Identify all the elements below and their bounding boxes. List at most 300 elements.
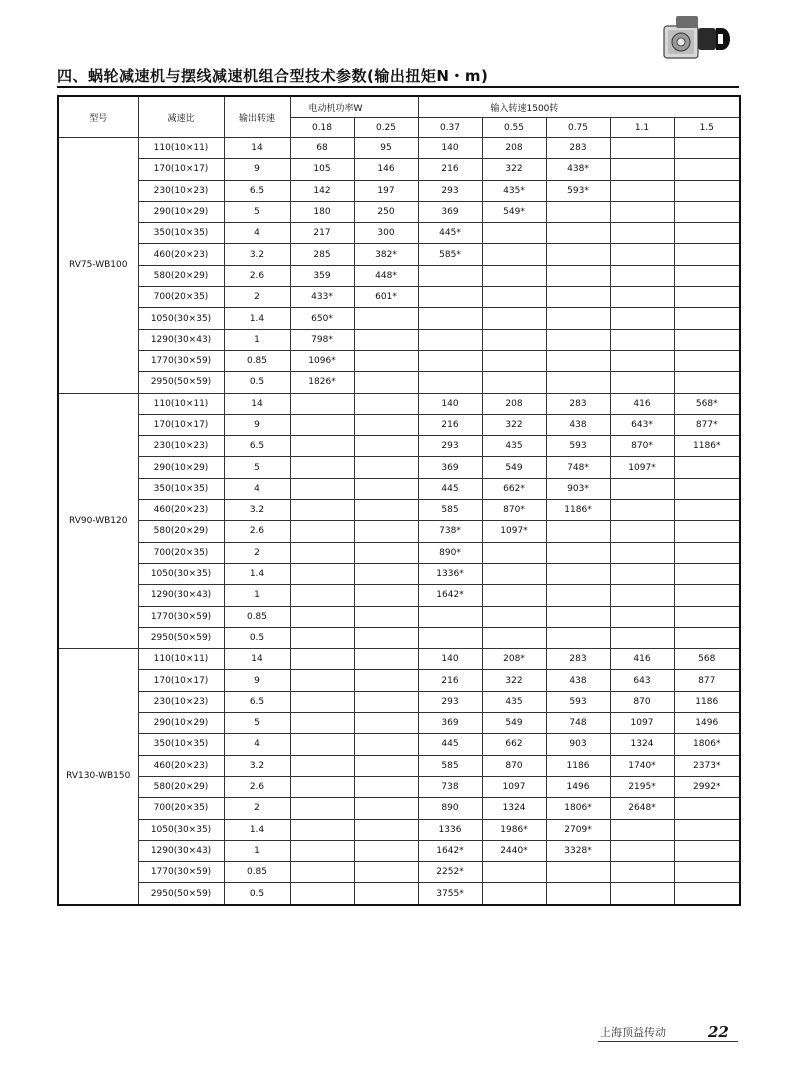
torque-cell <box>482 606 546 627</box>
torque-cell: 870* <box>610 436 674 457</box>
output-speed-cell: 2.6 <box>224 776 290 797</box>
torque-cell <box>482 883 546 905</box>
table-row <box>58 287 740 308</box>
torque-cell: 1097 <box>610 713 674 734</box>
torque-cell <box>610 308 674 329</box>
title-underline <box>57 86 739 88</box>
torque-cell: 1186 <box>546 755 610 776</box>
page-number: 22 <box>708 1023 729 1041</box>
footer-brand: 上海顶益传动 <box>600 1026 666 1039</box>
torque-cell: 435 <box>482 691 546 712</box>
torque-cell: 435 <box>482 436 546 457</box>
header-power-value: 0.55 <box>482 118 546 138</box>
output-speed-cell: 0.85 <box>224 350 290 371</box>
torque-cell <box>610 883 674 905</box>
ratio-cell: 580(20×29) <box>138 265 224 286</box>
torque-cell: 877 <box>674 670 740 691</box>
torque-cell <box>546 883 610 905</box>
torque-cell: 870* <box>482 500 546 521</box>
torque-cell <box>354 521 418 542</box>
ratio-cell: 2950(50×59) <box>138 372 224 393</box>
output-speed-cell: 0.5 <box>224 627 290 648</box>
ratio-cell: 170(10×17) <box>138 414 224 435</box>
table-row <box>58 244 740 265</box>
torque-cell: 1097 <box>482 776 546 797</box>
torque-cell: 208 <box>482 138 546 159</box>
table-row <box>58 755 740 776</box>
torque-cell: 568* <box>674 393 740 414</box>
table-row <box>58 180 740 201</box>
output-speed-cell: 2 <box>224 542 290 563</box>
torque-cell <box>546 563 610 584</box>
torque-cell <box>546 542 610 563</box>
torque-cell <box>610 563 674 584</box>
torque-cell <box>610 521 674 542</box>
output-speed-cell: 5 <box>224 713 290 734</box>
torque-cell: 662 <box>482 734 546 755</box>
torque-cell <box>610 627 674 648</box>
table-row <box>58 542 740 563</box>
torque-cell: 738* <box>418 521 482 542</box>
ratio-cell: 1770(30×59) <box>138 606 224 627</box>
torque-cell <box>482 350 546 371</box>
torque-cell: 438 <box>546 670 610 691</box>
torque-cell <box>482 627 546 648</box>
torque-cell: 748 <box>546 713 610 734</box>
torque-cell: 283 <box>546 393 610 414</box>
torque-cell: 438* <box>546 159 610 180</box>
torque-cell <box>674 159 740 180</box>
torque-cell <box>290 798 354 819</box>
torque-cell <box>674 585 740 606</box>
torque-cell: 549 <box>482 457 546 478</box>
table-row <box>58 883 740 905</box>
torque-spec-table <box>57 95 741 906</box>
table-row <box>58 350 740 371</box>
ratio-cell: 580(20×29) <box>138 776 224 797</box>
torque-cell <box>482 563 546 584</box>
torque-cell <box>674 308 740 329</box>
torque-cell <box>674 500 740 521</box>
torque-cell <box>610 478 674 499</box>
output-speed-cell: 1.4 <box>224 819 290 840</box>
output-speed-cell: 1 <box>224 585 290 606</box>
torque-cell <box>674 840 740 861</box>
torque-cell: 1642* <box>418 585 482 606</box>
torque-cell <box>418 350 482 371</box>
torque-cell <box>674 542 740 563</box>
torque-cell: 416 <box>610 649 674 670</box>
torque-cell: 216 <box>418 414 482 435</box>
torque-cell <box>610 585 674 606</box>
torque-cell <box>418 329 482 350</box>
header-input-speed: 输入转速1500转 <box>418 96 740 118</box>
ratio-cell: 1050(30×35) <box>138 563 224 584</box>
torque-cell <box>354 862 418 883</box>
torque-cell: 382* <box>354 244 418 265</box>
torque-cell <box>674 223 740 244</box>
torque-cell <box>418 265 482 286</box>
model-cell: RV75-WB100 <box>58 138 138 394</box>
torque-cell <box>674 478 740 499</box>
torque-cell <box>290 862 354 883</box>
torque-cell <box>482 308 546 329</box>
torque-cell: 870 <box>482 755 546 776</box>
ratio-cell: 1770(30×59) <box>138 862 224 883</box>
torque-cell <box>354 563 418 584</box>
table-row <box>58 521 740 542</box>
torque-cell <box>290 713 354 734</box>
output-speed-cell: 1.4 <box>224 308 290 329</box>
torque-cell <box>354 776 418 797</box>
torque-cell: 568 <box>674 649 740 670</box>
torque-cell <box>546 606 610 627</box>
torque-cell: 798* <box>290 329 354 350</box>
torque-cell <box>354 308 418 329</box>
torque-cell <box>354 691 418 712</box>
torque-cell <box>546 201 610 222</box>
torque-cell: 2440* <box>482 840 546 861</box>
ratio-cell: 110(10×11) <box>138 649 224 670</box>
torque-cell <box>418 372 482 393</box>
output-speed-cell: 14 <box>224 649 290 670</box>
ratio-cell: 1290(30×43) <box>138 329 224 350</box>
torque-cell <box>610 159 674 180</box>
torque-cell <box>674 329 740 350</box>
torque-cell <box>290 457 354 478</box>
torque-cell <box>610 372 674 393</box>
torque-cell: 140 <box>418 138 482 159</box>
table-body <box>58 138 740 905</box>
torque-cell <box>610 138 674 159</box>
torque-cell <box>354 436 418 457</box>
table-row <box>58 457 740 478</box>
torque-cell: 435* <box>482 180 546 201</box>
torque-cell: 95 <box>354 138 418 159</box>
torque-cell: 293 <box>418 691 482 712</box>
torque-cell: 359 <box>290 265 354 286</box>
torque-cell <box>354 734 418 755</box>
output-speed-cell: 0.85 <box>224 606 290 627</box>
table-row <box>58 606 740 627</box>
torque-cell <box>354 627 418 648</box>
model-cell: RV90-WB120 <box>58 393 138 649</box>
torque-cell <box>610 606 674 627</box>
torque-cell: 68 <box>290 138 354 159</box>
torque-cell <box>674 350 740 371</box>
output-speed-cell: 9 <box>224 414 290 435</box>
ratio-cell: 290(10×29) <box>138 201 224 222</box>
footer-rule <box>598 1041 738 1042</box>
torque-cell: 283 <box>546 138 610 159</box>
output-speed-cell: 1 <box>224 840 290 861</box>
table-row <box>58 734 740 755</box>
torque-cell: 445* <box>418 223 482 244</box>
torque-cell <box>482 862 546 883</box>
torque-cell: 1496 <box>674 713 740 734</box>
torque-cell <box>482 329 546 350</box>
ratio-cell: 350(10×35) <box>138 734 224 755</box>
torque-cell <box>290 414 354 435</box>
torque-cell <box>610 542 674 563</box>
output-speed-cell: 6.5 <box>224 691 290 712</box>
torque-cell <box>354 414 418 435</box>
torque-cell: 2648* <box>610 798 674 819</box>
torque-cell <box>674 180 740 201</box>
torque-cell <box>354 883 418 905</box>
torque-cell <box>674 627 740 648</box>
torque-cell: 369 <box>418 201 482 222</box>
torque-cell <box>674 563 740 584</box>
torque-cell: 140 <box>418 393 482 414</box>
output-speed-cell: 2 <box>224 287 290 308</box>
header-power-value: 0.18 <box>290 118 354 138</box>
ratio-cell: 460(20×23) <box>138 244 224 265</box>
table-row <box>58 393 740 414</box>
torque-cell <box>482 585 546 606</box>
ratio-cell: 2950(50×59) <box>138 883 224 905</box>
torque-cell: 105 <box>290 159 354 180</box>
torque-cell: 448* <box>354 265 418 286</box>
torque-cell: 438 <box>546 414 610 435</box>
torque-cell: 870 <box>610 691 674 712</box>
output-speed-cell: 2.6 <box>224 521 290 542</box>
torque-cell <box>290 436 354 457</box>
torque-cell <box>610 819 674 840</box>
torque-cell: 2373* <box>674 755 740 776</box>
header-model: 型号 <box>58 96 138 138</box>
torque-cell: 593* <box>546 180 610 201</box>
ratio-cell: 460(20×23) <box>138 500 224 521</box>
torque-cell: 585 <box>418 755 482 776</box>
torque-cell: 445 <box>418 478 482 499</box>
torque-cell <box>674 372 740 393</box>
torque-cell <box>354 393 418 414</box>
header-motor-power: 电动机功率W <box>290 96 418 118</box>
ratio-cell: 170(10×17) <box>138 159 224 180</box>
torque-cell <box>674 138 740 159</box>
torque-cell: 369 <box>418 457 482 478</box>
output-speed-cell: 3.2 <box>224 244 290 265</box>
table-row <box>58 329 740 350</box>
torque-cell <box>546 308 610 329</box>
torque-cell <box>610 244 674 265</box>
table-row <box>58 585 740 606</box>
output-speed-cell: 9 <box>224 159 290 180</box>
torque-cell <box>354 329 418 350</box>
torque-cell: 3328* <box>546 840 610 861</box>
torque-cell: 1740* <box>610 755 674 776</box>
torque-cell <box>674 521 740 542</box>
torque-cell: 322 <box>482 670 546 691</box>
torque-cell <box>674 287 740 308</box>
torque-cell: 1324 <box>610 734 674 755</box>
table-row <box>58 713 740 734</box>
torque-cell: 593 <box>546 691 610 712</box>
torque-cell <box>674 244 740 265</box>
header-output-speed: 输出转速 <box>224 96 290 138</box>
torque-cell <box>354 649 418 670</box>
torque-cell: 1096* <box>290 350 354 371</box>
torque-cell <box>610 862 674 883</box>
torque-cell <box>290 563 354 584</box>
torque-cell: 2992* <box>674 776 740 797</box>
torque-cell <box>354 670 418 691</box>
torque-cell: 549* <box>482 201 546 222</box>
ratio-cell: 700(20×35) <box>138 798 224 819</box>
ratio-cell: 170(10×17) <box>138 670 224 691</box>
header-power-value: 0.75 <box>546 118 610 138</box>
ratio-cell: 110(10×11) <box>138 393 224 414</box>
torque-cell <box>290 478 354 499</box>
torque-cell: 197 <box>354 180 418 201</box>
title-bar <box>57 63 739 87</box>
torque-cell <box>354 606 418 627</box>
torque-cell <box>290 393 354 414</box>
torque-cell <box>610 223 674 244</box>
output-speed-cell: 1.4 <box>224 563 290 584</box>
torque-cell <box>674 819 740 840</box>
torque-cell <box>290 670 354 691</box>
header-power-value: 0.25 <box>354 118 418 138</box>
torque-cell <box>546 372 610 393</box>
ratio-cell: 290(10×29) <box>138 457 224 478</box>
torque-cell <box>354 350 418 371</box>
torque-cell <box>674 883 740 905</box>
header-power-value: 1.1 <box>610 118 674 138</box>
output-speed-cell: 0.5 <box>224 883 290 905</box>
table-row <box>58 840 740 861</box>
output-speed-cell: 6.5 <box>224 436 290 457</box>
torque-cell: 890* <box>418 542 482 563</box>
torque-cell <box>610 201 674 222</box>
torque-cell <box>290 883 354 905</box>
torque-cell <box>674 201 740 222</box>
torque-cell <box>418 606 482 627</box>
ratio-cell: 700(20×35) <box>138 542 224 563</box>
torque-cell <box>354 713 418 734</box>
table-row <box>58 308 740 329</box>
torque-cell: 549 <box>482 713 546 734</box>
ratio-cell: 1050(30×35) <box>138 819 224 840</box>
torque-cell <box>418 308 482 329</box>
torque-cell <box>290 585 354 606</box>
torque-cell: 208* <box>482 649 546 670</box>
torque-cell <box>674 265 740 286</box>
ratio-cell: 1050(30×35) <box>138 308 224 329</box>
torque-cell: 283 <box>546 649 610 670</box>
output-speed-cell: 3.2 <box>224 755 290 776</box>
torque-cell <box>610 500 674 521</box>
torque-cell <box>482 372 546 393</box>
torque-cell: 903* <box>546 478 610 499</box>
ratio-cell: 230(10×23) <box>138 436 224 457</box>
torque-cell: 1642* <box>418 840 482 861</box>
torque-cell <box>482 542 546 563</box>
torque-cell <box>546 265 610 286</box>
output-speed-cell: 9 <box>224 670 290 691</box>
torque-cell: 250 <box>354 201 418 222</box>
output-speed-cell: 0.5 <box>224 372 290 393</box>
torque-cell <box>290 521 354 542</box>
torque-cell: 903 <box>546 734 610 755</box>
ratio-cell: 110(10×11) <box>138 138 224 159</box>
torque-cell <box>418 287 482 308</box>
ratio-cell: 350(10×35) <box>138 223 224 244</box>
page-title: 四、蜗轮减速机与摆线减速机组合型技术参数(输出扭矩N・m) <box>57 67 489 85</box>
output-speed-cell: 4 <box>224 223 290 244</box>
torque-cell: 217 <box>290 223 354 244</box>
torque-cell <box>546 585 610 606</box>
torque-cell <box>290 542 354 563</box>
ratio-cell: 1290(30×43) <box>138 585 224 606</box>
header-ratio: 减速比 <box>138 96 224 138</box>
torque-cell <box>610 287 674 308</box>
torque-cell: 433* <box>290 287 354 308</box>
torque-cell: 285 <box>290 244 354 265</box>
torque-cell: 1806* <box>674 734 740 755</box>
table-row <box>58 691 740 712</box>
table-row <box>58 862 740 883</box>
table-row <box>58 478 740 499</box>
torque-cell: 416 <box>610 393 674 414</box>
header-power-value: 1.5 <box>674 118 740 138</box>
torque-cell <box>354 500 418 521</box>
table-row <box>58 627 740 648</box>
torque-cell: 146 <box>354 159 418 180</box>
model-cell: RV130-WB150 <box>58 649 138 905</box>
table-row <box>58 776 740 797</box>
torque-cell: 322 <box>482 159 546 180</box>
output-speed-cell: 4 <box>224 478 290 499</box>
torque-cell: 877* <box>674 414 740 435</box>
torque-cell: 1806* <box>546 798 610 819</box>
torque-cell <box>354 585 418 606</box>
torque-cell <box>610 180 674 201</box>
torque-cell: 140 <box>418 649 482 670</box>
torque-cell <box>354 840 418 861</box>
torque-cell: 748* <box>546 457 610 478</box>
torque-cell <box>354 372 418 393</box>
torque-cell <box>354 819 418 840</box>
torque-cell <box>290 627 354 648</box>
torque-cell: 738 <box>418 776 482 797</box>
torque-cell: 585 <box>418 500 482 521</box>
table-row <box>58 670 740 691</box>
torque-cell <box>546 350 610 371</box>
ratio-cell: 700(20×35) <box>138 287 224 308</box>
torque-cell: 180 <box>290 201 354 222</box>
torque-cell <box>290 734 354 755</box>
output-speed-cell: 0.85 <box>224 862 290 883</box>
torque-cell <box>354 457 418 478</box>
torque-cell: 2195* <box>610 776 674 797</box>
torque-cell: 1336 <box>418 819 482 840</box>
table-row <box>58 819 740 840</box>
table-row <box>58 798 740 819</box>
torque-cell <box>290 606 354 627</box>
torque-cell <box>546 287 610 308</box>
ratio-cell: 460(20×23) <box>138 755 224 776</box>
output-speed-cell: 5 <box>224 201 290 222</box>
torque-cell: 1826* <box>290 372 354 393</box>
ratio-cell: 350(10×35) <box>138 478 224 499</box>
ratio-cell: 230(10×23) <box>138 691 224 712</box>
torque-cell: 593 <box>546 436 610 457</box>
torque-cell: 142 <box>290 180 354 201</box>
torque-cell <box>546 862 610 883</box>
torque-cell <box>354 542 418 563</box>
